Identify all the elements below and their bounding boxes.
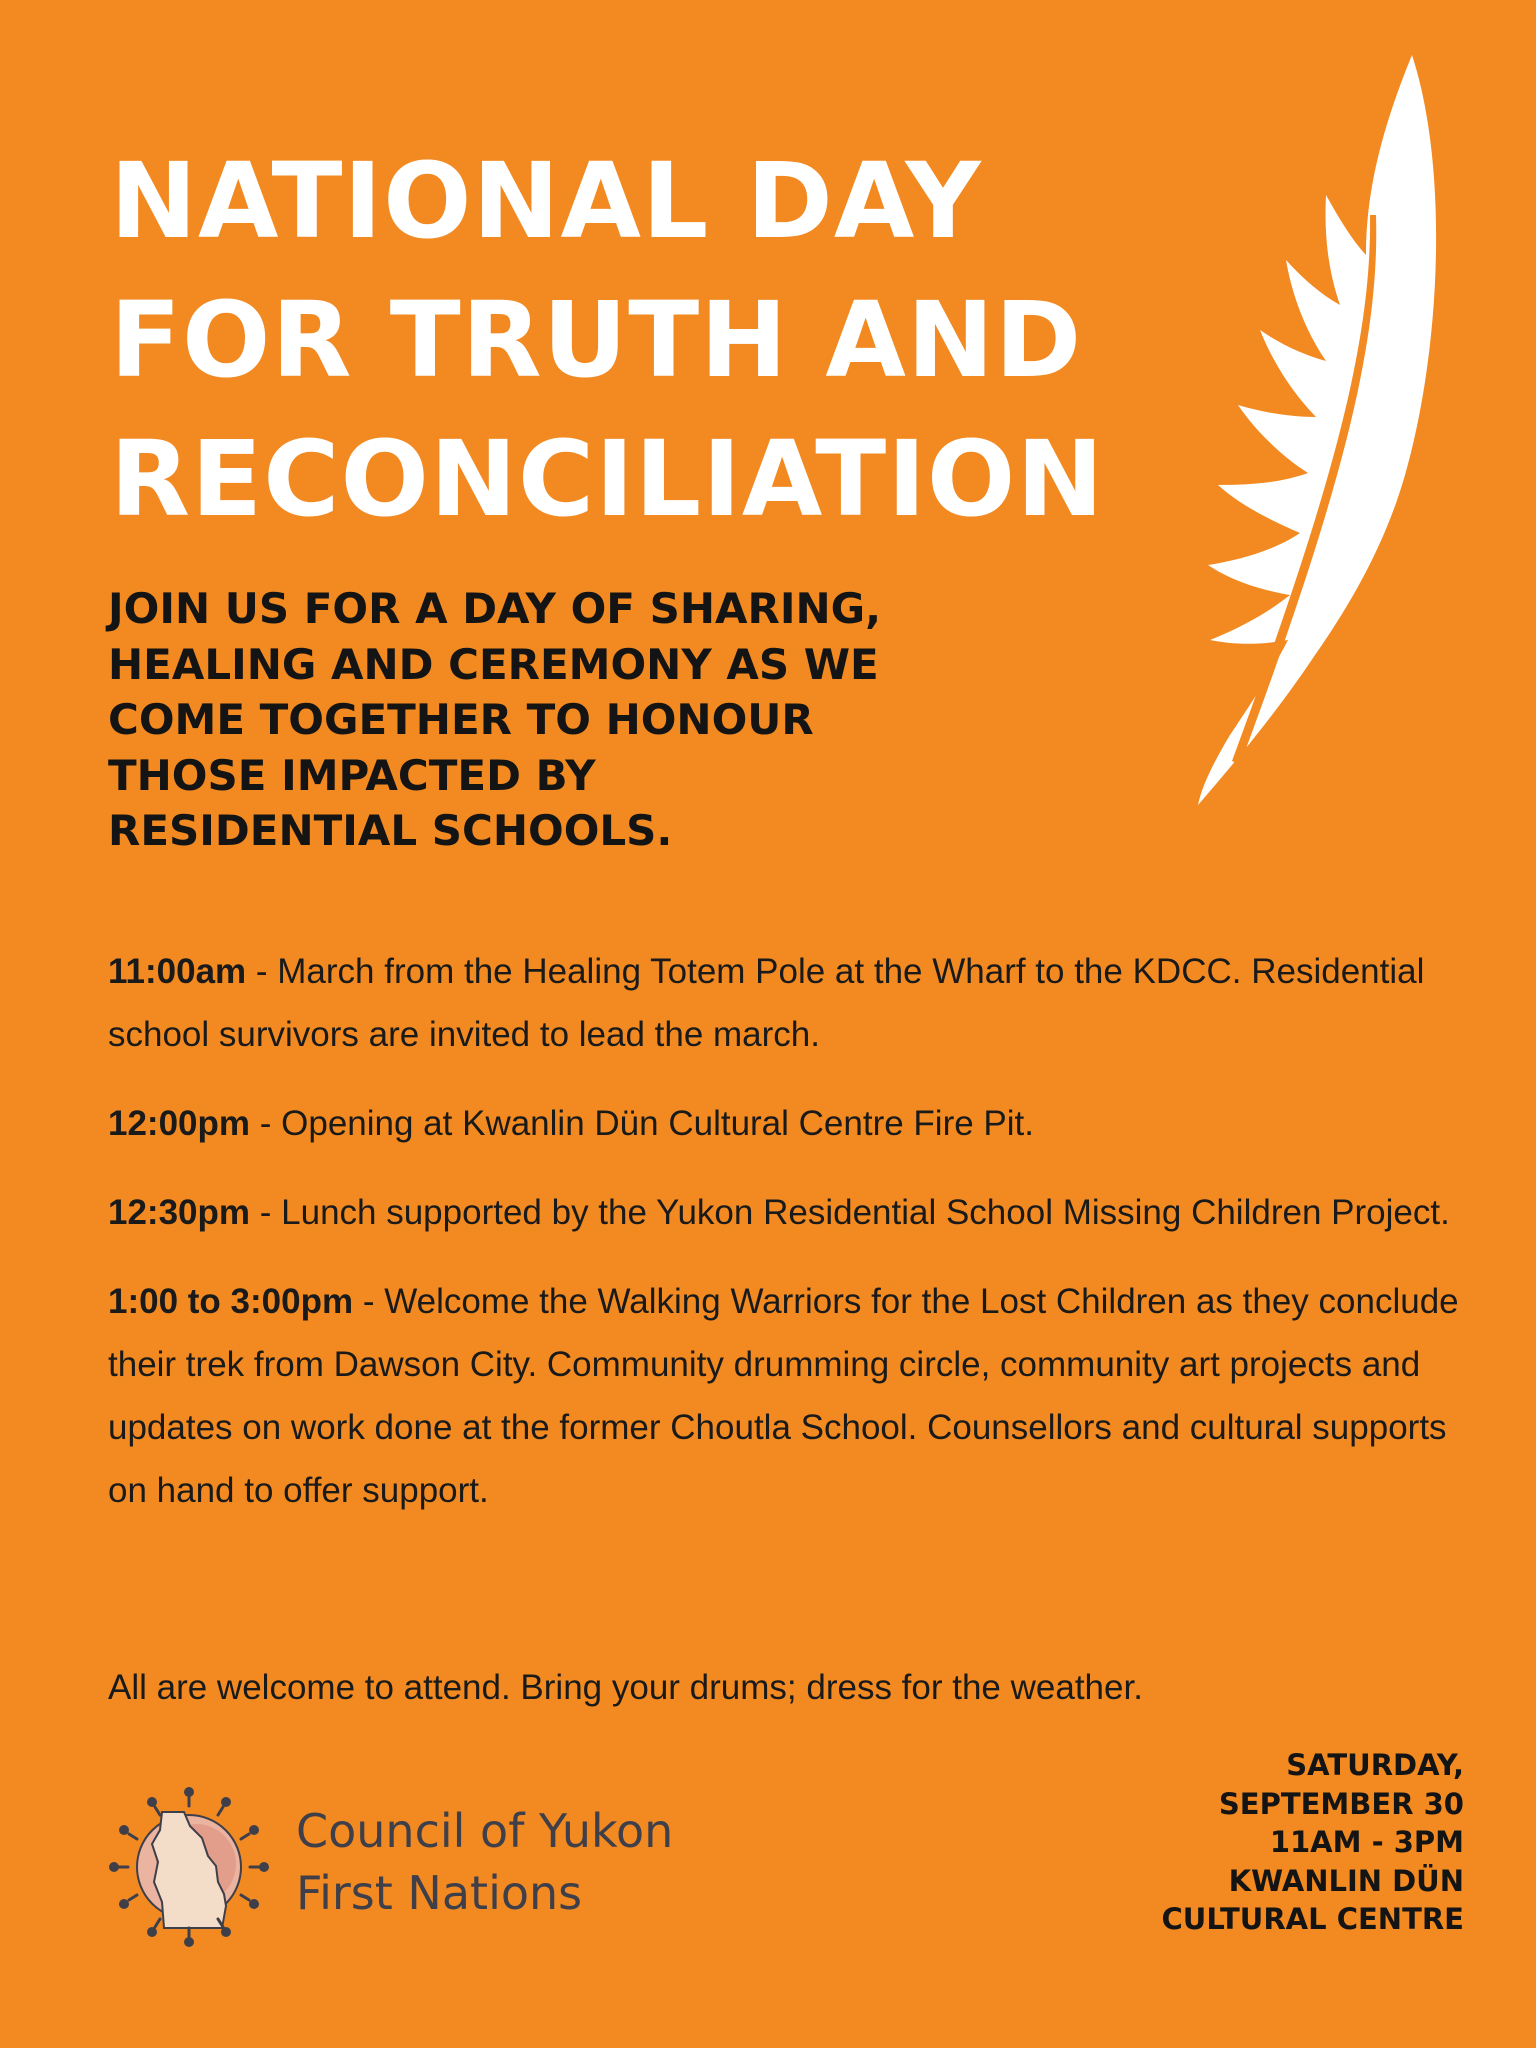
event-schedule: [108, 940, 1468, 1548]
schedule-item: [108, 1270, 1468, 1522]
title-line-2: FOR TRUTH AND: [110, 279, 1083, 401]
subtitle-line-3: COME TOGETHER TO HONOUR: [108, 695, 814, 744]
poster-subtitle: [108, 581, 1108, 859]
title-line-3: RECONCILIATION: [110, 418, 1105, 540]
organization-name: [296, 1800, 673, 1924]
schedule-time: 1:00 to 3:00pm: [108, 1282, 354, 1321]
schedule-description: - Welcome the Walking Warriors for the Lost Children as they conclude their trek from Dawson City. Community drumming circle, community art projects and updates on work done at the former Choutla School. Counsellors and cultural supports on hand to offer support.: [108, 1282, 1459, 1510]
schedule-item: [108, 1092, 1468, 1155]
schedule-description: - Opening at Kwanlin Dün Cultural Centre Fire Pit.: [250, 1104, 1034, 1143]
subtitle-line-1: JOIN US FOR A DAY OF SHARING,: [108, 584, 882, 633]
title-line-1: NATIONAL DAY: [110, 140, 982, 262]
organization-line-1: Council of Yukon: [296, 1804, 674, 1858]
event-venue-line-2: CULTURAL CENTRE: [1161, 1902, 1464, 1936]
closing-note: All are welcome to attend. Bring your drums; dress for the weather.: [108, 1668, 1143, 1707]
subtitle-line-2: HEALING AND CEREMONY AS WE: [108, 639, 879, 689]
feather-icon: [1180, 45, 1440, 815]
schedule-time: 12:00pm: [108, 1104, 251, 1143]
event-venue-line-1: KWANLIN DÜN: [1228, 1863, 1464, 1898]
subtitle-line-5: RESIDENTIAL SCHOOLS.: [108, 806, 673, 855]
event-date: SEPTEMBER 30: [1218, 1786, 1464, 1821]
event-time: 11AM - 3PM: [1269, 1825, 1464, 1859]
cyfn-logo-icon: [104, 1782, 274, 1952]
schedule-description: - Lunch supported by the Yukon Residential School Missing Children Project.: [250, 1193, 1450, 1232]
schedule-item: [108, 1181, 1468, 1244]
schedule-item: [108, 940, 1468, 1066]
subtitle-line-4: THOSE IMPACTED BY: [108, 750, 596, 800]
event-details: [1162, 1746, 1464, 1939]
event-day: SATURDAY,: [1286, 1748, 1464, 1782]
schedule-time: 12:30pm: [108, 1193, 251, 1232]
schedule-time: 11:00am: [108, 952, 247, 991]
organization-line-2: First Nations: [296, 1866, 583, 1920]
poster-title: [110, 132, 1110, 549]
schedule-description: - March from the Healing Totem Pole at the Wharf to the KDCC. Residential school survivors are invited to lead the march.: [108, 952, 1425, 1054]
